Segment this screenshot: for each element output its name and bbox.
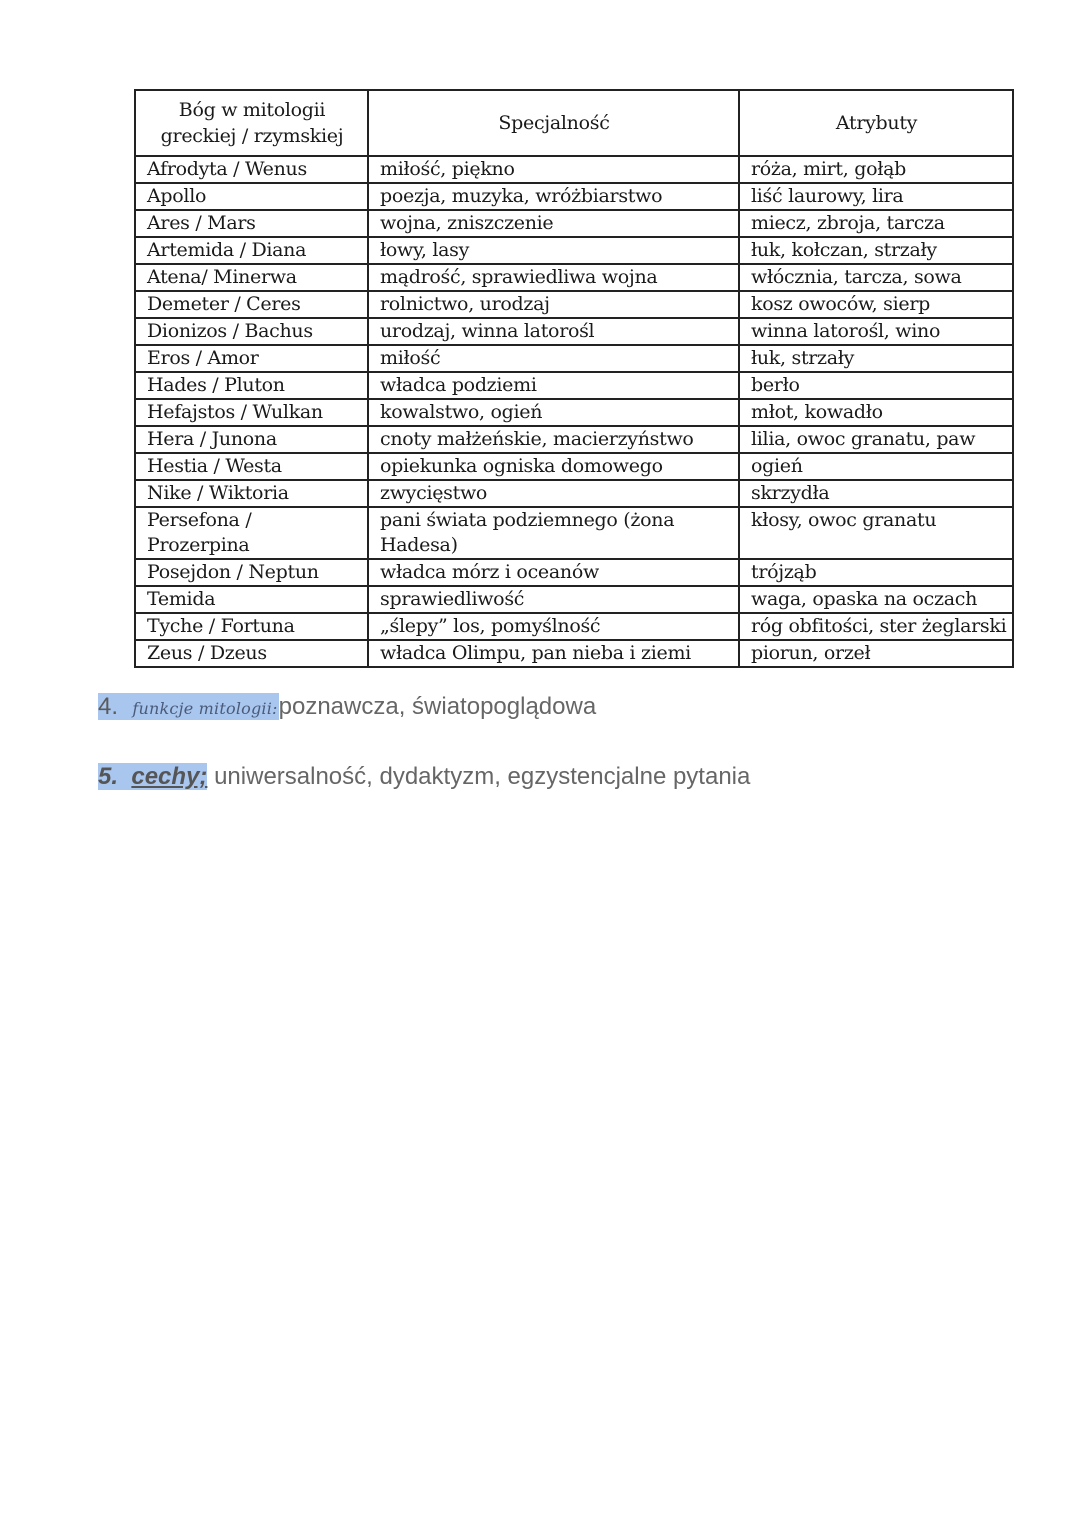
table-row	[135, 453, 1013, 480]
gods-table	[134, 89, 1014, 668]
note-label: cechy;	[131, 763, 208, 790]
header-specialty: Specjalność	[368, 90, 739, 156]
table-row	[135, 183, 1013, 210]
cell-specialty: pani świata podziemnego (żona Hadesa)	[368, 507, 739, 559]
cell-god: Apollo	[135, 183, 368, 210]
cell-attributes: miecz, zbroja, tarcza	[739, 210, 1013, 237]
cell-specialty: władca Olimpu, pan nieba i ziemi	[368, 640, 739, 667]
cell-specialty: wojna, zniszczenie	[368, 210, 739, 237]
header-attributes: Atrybuty	[739, 90, 1013, 156]
highlighted-label	[98, 763, 207, 790]
table-row	[135, 399, 1013, 426]
cell-god: Hefajstos / Wulkan	[135, 399, 368, 426]
note-myth-functions	[98, 691, 596, 725]
cell-specialty: mądrość, sprawiedliwa wojna	[368, 264, 739, 291]
table-row	[135, 480, 1013, 507]
cell-god: Ares / Mars	[135, 210, 368, 237]
cell-god: Persefona / Prozerpina	[135, 507, 368, 559]
cell-attributes: kosz owoców, sierp	[739, 291, 1013, 318]
cell-specialty: poezja, muzyka, wróżbiarstwo	[368, 183, 739, 210]
cell-attributes: waga, opaska na oczach	[739, 586, 1013, 613]
table-row	[135, 586, 1013, 613]
cell-specialty: władca mórz i oceanów	[368, 559, 739, 586]
cell-attributes: młot, kowadło	[739, 399, 1013, 426]
cell-attributes: trójząb	[739, 559, 1013, 586]
cell-attributes: włócznia, tarcza, sowa	[739, 264, 1013, 291]
note-number: 4.	[98, 693, 119, 720]
cell-god: Nike / Wiktoria	[135, 480, 368, 507]
cell-god: Hera / Junona	[135, 426, 368, 453]
cell-god: Artemida / Diana	[135, 237, 368, 264]
cell-god: Afrodyta / Wenus	[135, 156, 368, 183]
table-header-row	[135, 90, 1013, 156]
cell-specialty: cnoty małżeńskie, macierzyństwo	[368, 426, 739, 453]
note-text: poznawcza, światopoglądowa	[278, 693, 597, 720]
cell-god: Hades / Pluton	[135, 372, 368, 399]
cell-specialty: miłość	[368, 345, 739, 372]
cell-god: Zeus / Dzeus	[135, 640, 368, 667]
table-row	[135, 210, 1013, 237]
table-row	[135, 237, 1013, 264]
cell-god: Demeter / Ceres	[135, 291, 368, 318]
cell-attributes: łuk, kołczan, strzały	[739, 237, 1013, 264]
cell-attributes: skrzydła	[739, 480, 1013, 507]
cell-attributes: piorun, orzeł	[739, 640, 1013, 667]
note-myth-features	[98, 761, 750, 793]
table-row	[135, 640, 1013, 667]
table-row	[135, 613, 1013, 640]
table-row	[135, 264, 1013, 291]
table-row	[135, 318, 1013, 345]
cell-god: Tyche / Fortuna	[135, 613, 368, 640]
cell-attributes: liść laurowy, lira	[739, 183, 1013, 210]
cell-specialty: miłość, piękno	[368, 156, 739, 183]
cell-specialty: „ślepy” los, pomyślność	[368, 613, 739, 640]
cell-god: Eros / Amor	[135, 345, 368, 372]
highlighted-label	[98, 693, 279, 720]
cell-attributes: lilia, owoc granatu, paw	[739, 426, 1013, 453]
table-row	[135, 426, 1013, 453]
table-row	[135, 156, 1013, 183]
cell-god: Hestia / Westa	[135, 453, 368, 480]
note-text: uniwersalność, dydaktyzm, egzystencjalne pytania	[214, 763, 751, 790]
table-row	[135, 507, 1013, 559]
cell-attributes: róg obfitości, ster żeglarski	[739, 613, 1013, 640]
cell-attributes: łuk, strzały	[739, 345, 1013, 372]
cell-god: Temida	[135, 586, 368, 613]
header-god: Bóg w mitologii greckiej / rzymskiej	[135, 90, 368, 156]
cell-god: Atena/ Minerwa	[135, 264, 368, 291]
cell-specialty: łowy, lasy	[368, 237, 739, 264]
cell-attributes: róża, mirt, gołąb	[739, 156, 1013, 183]
gods-table-container	[134, 89, 1012, 664]
cell-specialty: opiekunka ogniska domowego	[368, 453, 739, 480]
cell-specialty: kowalstwo, ogień	[368, 399, 739, 426]
cell-attributes: winna latorośl, wino	[739, 318, 1013, 345]
cell-attributes: kłosy, owoc granatu	[739, 507, 1013, 559]
table-row	[135, 559, 1013, 586]
cell-specialty: zwycięstwo	[368, 480, 739, 507]
cell-attributes: berło	[739, 372, 1013, 399]
cell-god: Posejdon / Neptun	[135, 559, 368, 586]
cell-god: Dionizos / Bachus	[135, 318, 368, 345]
cell-specialty: sprawiedliwość	[368, 586, 739, 613]
note-number: 5.	[98, 763, 119, 790]
cell-attributes: ogień	[739, 453, 1013, 480]
table-row	[135, 372, 1013, 399]
note-label: funkcje mitologii:	[132, 699, 278, 718]
cell-specialty: urodzaj, winna latorośl	[368, 318, 739, 345]
cell-specialty: władca podziemi	[368, 372, 739, 399]
table-row	[135, 291, 1013, 318]
cell-specialty: rolnictwo, urodzaj	[368, 291, 739, 318]
table-row	[135, 345, 1013, 372]
